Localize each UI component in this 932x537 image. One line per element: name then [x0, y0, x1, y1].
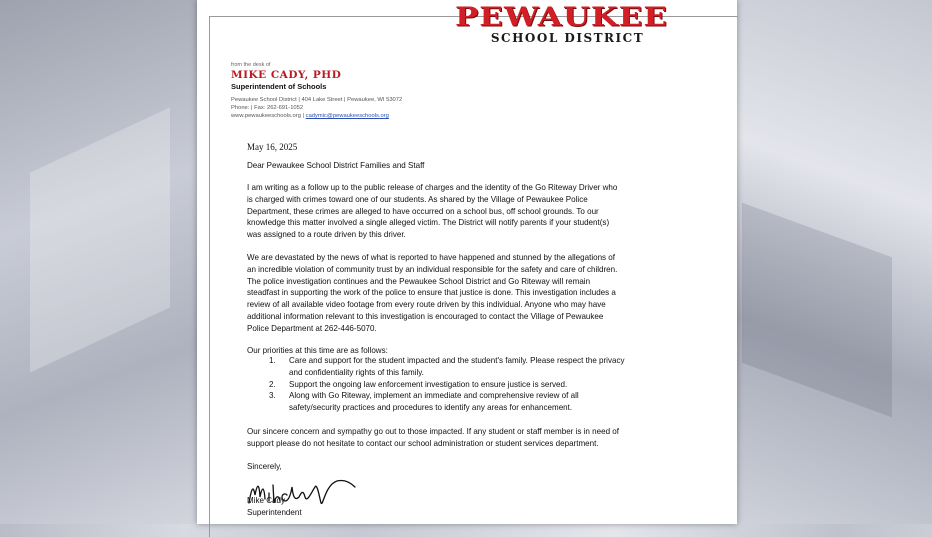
from-desk-label: from the desk of	[231, 62, 271, 68]
text-line: steadfast in supporting the work of the police to ensure that justice is done. This investigation includes a	[247, 288, 616, 298]
signature-name: Mike Cady	[247, 496, 286, 505]
text-line: and confidentiality rights of this family.	[289, 367, 424, 377]
address-line: Pewaukee School District | 404 Lake Street | Pewaukee, WI 53072	[231, 97, 403, 103]
logo-wordmark: PEWAUKEE	[455, 1, 669, 33]
text-line: We are devastated by the news of what is reported to have happened and stunned by the allegations of	[247, 253, 616, 262]
text-line: Support the ongoing law enforcement investigation to ensure justice is served.	[289, 379, 568, 389]
logo-subtitle: SCHOOL DISTRICT	[490, 31, 645, 45]
closing-paragraph	[247, 426, 652, 450]
signature-title: Superintendent	[247, 508, 302, 517]
text-line: Department, these crimes are alleged to have occurred on a school bus, off school grounds. To our	[247, 206, 599, 216]
district-logo	[455, 1, 669, 45]
text-line: Care and support for the student impacted and the student's family. Please respect the privacy	[289, 356, 625, 365]
text-line: additional information relevant to this investigation is encouraged to contact the Village of Pewaukee	[247, 311, 604, 321]
text-line: review of all available video footage from every route driven by this individual. Anyone who may have	[247, 300, 606, 310]
text-line: Police Department at 262-446-5070.	[247, 323, 377, 333]
text-line: is charged with crimes toward one of our students. As shared by the Village of Pewaukee Police	[247, 194, 588, 204]
text-line: support please do not hesitate to contact our school administration or student services department.	[247, 438, 599, 448]
phone-line: Phone: | Fax: 262-691-1052	[231, 105, 304, 111]
text-line: I am writing as a follow up to the public release of charges and the identity of the Go Riteway Driver who	[247, 183, 618, 192]
contact-separator: |	[300, 113, 306, 119]
text-line: knowledge this matter involved a single alleged victim. The District will notify parents if your student(s)	[247, 218, 610, 228]
text-line: The police investigation continues and the Pewaukee School District and Go Riteway will remain	[247, 276, 591, 286]
text-line: safety/security practices and procedures to identify any areas for enhancement.	[289, 403, 573, 413]
sign-off: Sincerely,	[247, 462, 282, 471]
text-line: Along with Go Riteway, implement an immediate and comprehensive review of all	[289, 391, 579, 401]
list-number: 1.	[269, 356, 276, 365]
paragraph-1	[247, 182, 652, 241]
website-text: www.pewaukeeschools.org	[231, 113, 301, 119]
priorities-intro: Our priorities at this time are as follows:	[247, 346, 388, 355]
salutation: Dear Pewaukee School District Families and Staff	[247, 161, 425, 170]
handwritten-signature	[245, 473, 360, 513]
sender-title: Superintendent of Schools	[231, 82, 327, 91]
contact-line	[231, 113, 389, 119]
paragraph-2	[247, 252, 652, 335]
email-link[interactable]: cadymic@pewaukeeschools.org	[305, 113, 389, 119]
text-line: Our sincere concern and sympathy go out to those impacted. If any student or staff member is in need of	[247, 427, 619, 436]
text-line: was assigned to a route driven by this driver.	[247, 230, 406, 240]
letter-date: May 16, 2025	[247, 142, 298, 152]
letter-document	[197, 0, 737, 524]
text-line: an incredible violation of community trust by an individual responsible for the safety and care of children.	[247, 264, 618, 274]
list-number: 3.	[269, 391, 276, 401]
list-number: 2.	[269, 379, 276, 389]
sender-name: MIKE CADY, PHD	[231, 69, 342, 81]
